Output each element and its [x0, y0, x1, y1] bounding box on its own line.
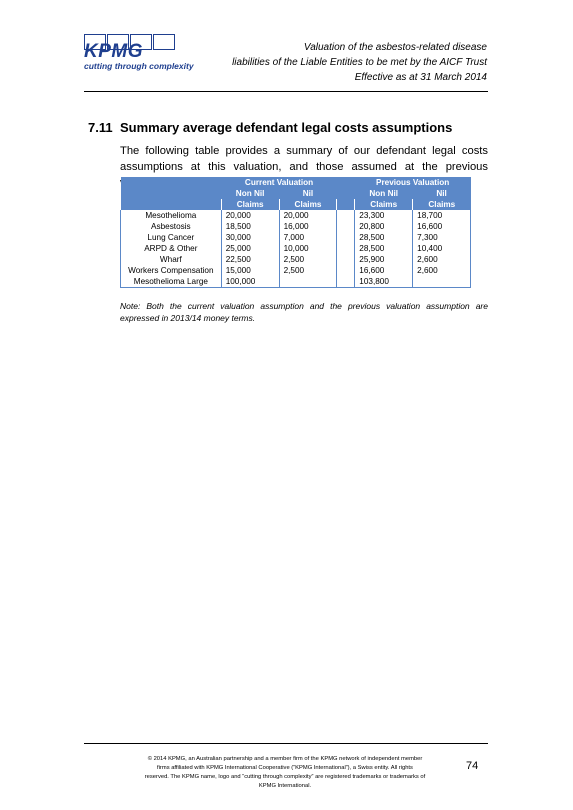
logo-wordmark: KPMG	[84, 41, 143, 62]
header-divider	[84, 91, 488, 92]
group-header-current: Current Valuation	[221, 177, 337, 188]
table-row: Asbestosis 18,500 16,000 20,800 16,600	[121, 221, 471, 232]
document-header-title: Valuation of the asbestos-related disease liabilities of the Liable Entities to be met by the AICF Trust Effective as at 31 March 2014	[232, 42, 487, 83]
footer-divider	[84, 743, 488, 744]
table-row: Wharf 22,500 2,500 25,900 2,600	[121, 254, 471, 265]
table-row: ARPD & Other 25,000 10,000 28,500 10,400	[121, 243, 471, 254]
section-number: 7.11	[88, 120, 113, 135]
kpmg-logo	[84, 34, 194, 71]
table-row: Lung Cancer 30,000 7,000 28,500 7,300	[121, 232, 471, 243]
table-col-header-row-2: Claims Claims Claims Claims	[121, 199, 471, 210]
table-col-header-row-1: Non Nil Nil Non Nil Nil	[121, 188, 471, 199]
section-title: Summary average defendant legal costs assumptions	[120, 120, 453, 135]
table-row: Workers Compensation 15,000 2,500 16,600 2,600	[121, 265, 471, 276]
page-number: 74	[466, 760, 479, 772]
table-row: Mesothelioma Large 100,000 103,800	[121, 276, 471, 288]
table-group-header-row	[121, 177, 471, 188]
section-heading	[88, 120, 488, 135]
logo-tagline: cutting through complexity	[84, 61, 194, 71]
group-header-previous: Previous Valuation	[355, 177, 471, 188]
table-note: Note: Both the current valuation assumption and the previous valuation assumption are expressed in 2013/14 money terms.	[120, 301, 488, 323]
legal-costs-table	[120, 177, 471, 288]
section-body: The following table provides a summary of our defendant legal costs assumptions at this valuation, and those assumed at the previous	[120, 145, 488, 173]
footer-copyright: © 2014 KPMG, an Australian partnership and a member firm of the KPMG network of independent member firms affiliated with KPMG International Cooperative (“KPMG International”), a Swiss entity. All rights reserved. The KPMG name, logo and “cutting through complexity” are registered trademarks or trademarks of KPMG International.	[144, 756, 426, 789]
table-row: Mesothelioma 20,000 20,000 23,300 18,700	[121, 210, 471, 221]
